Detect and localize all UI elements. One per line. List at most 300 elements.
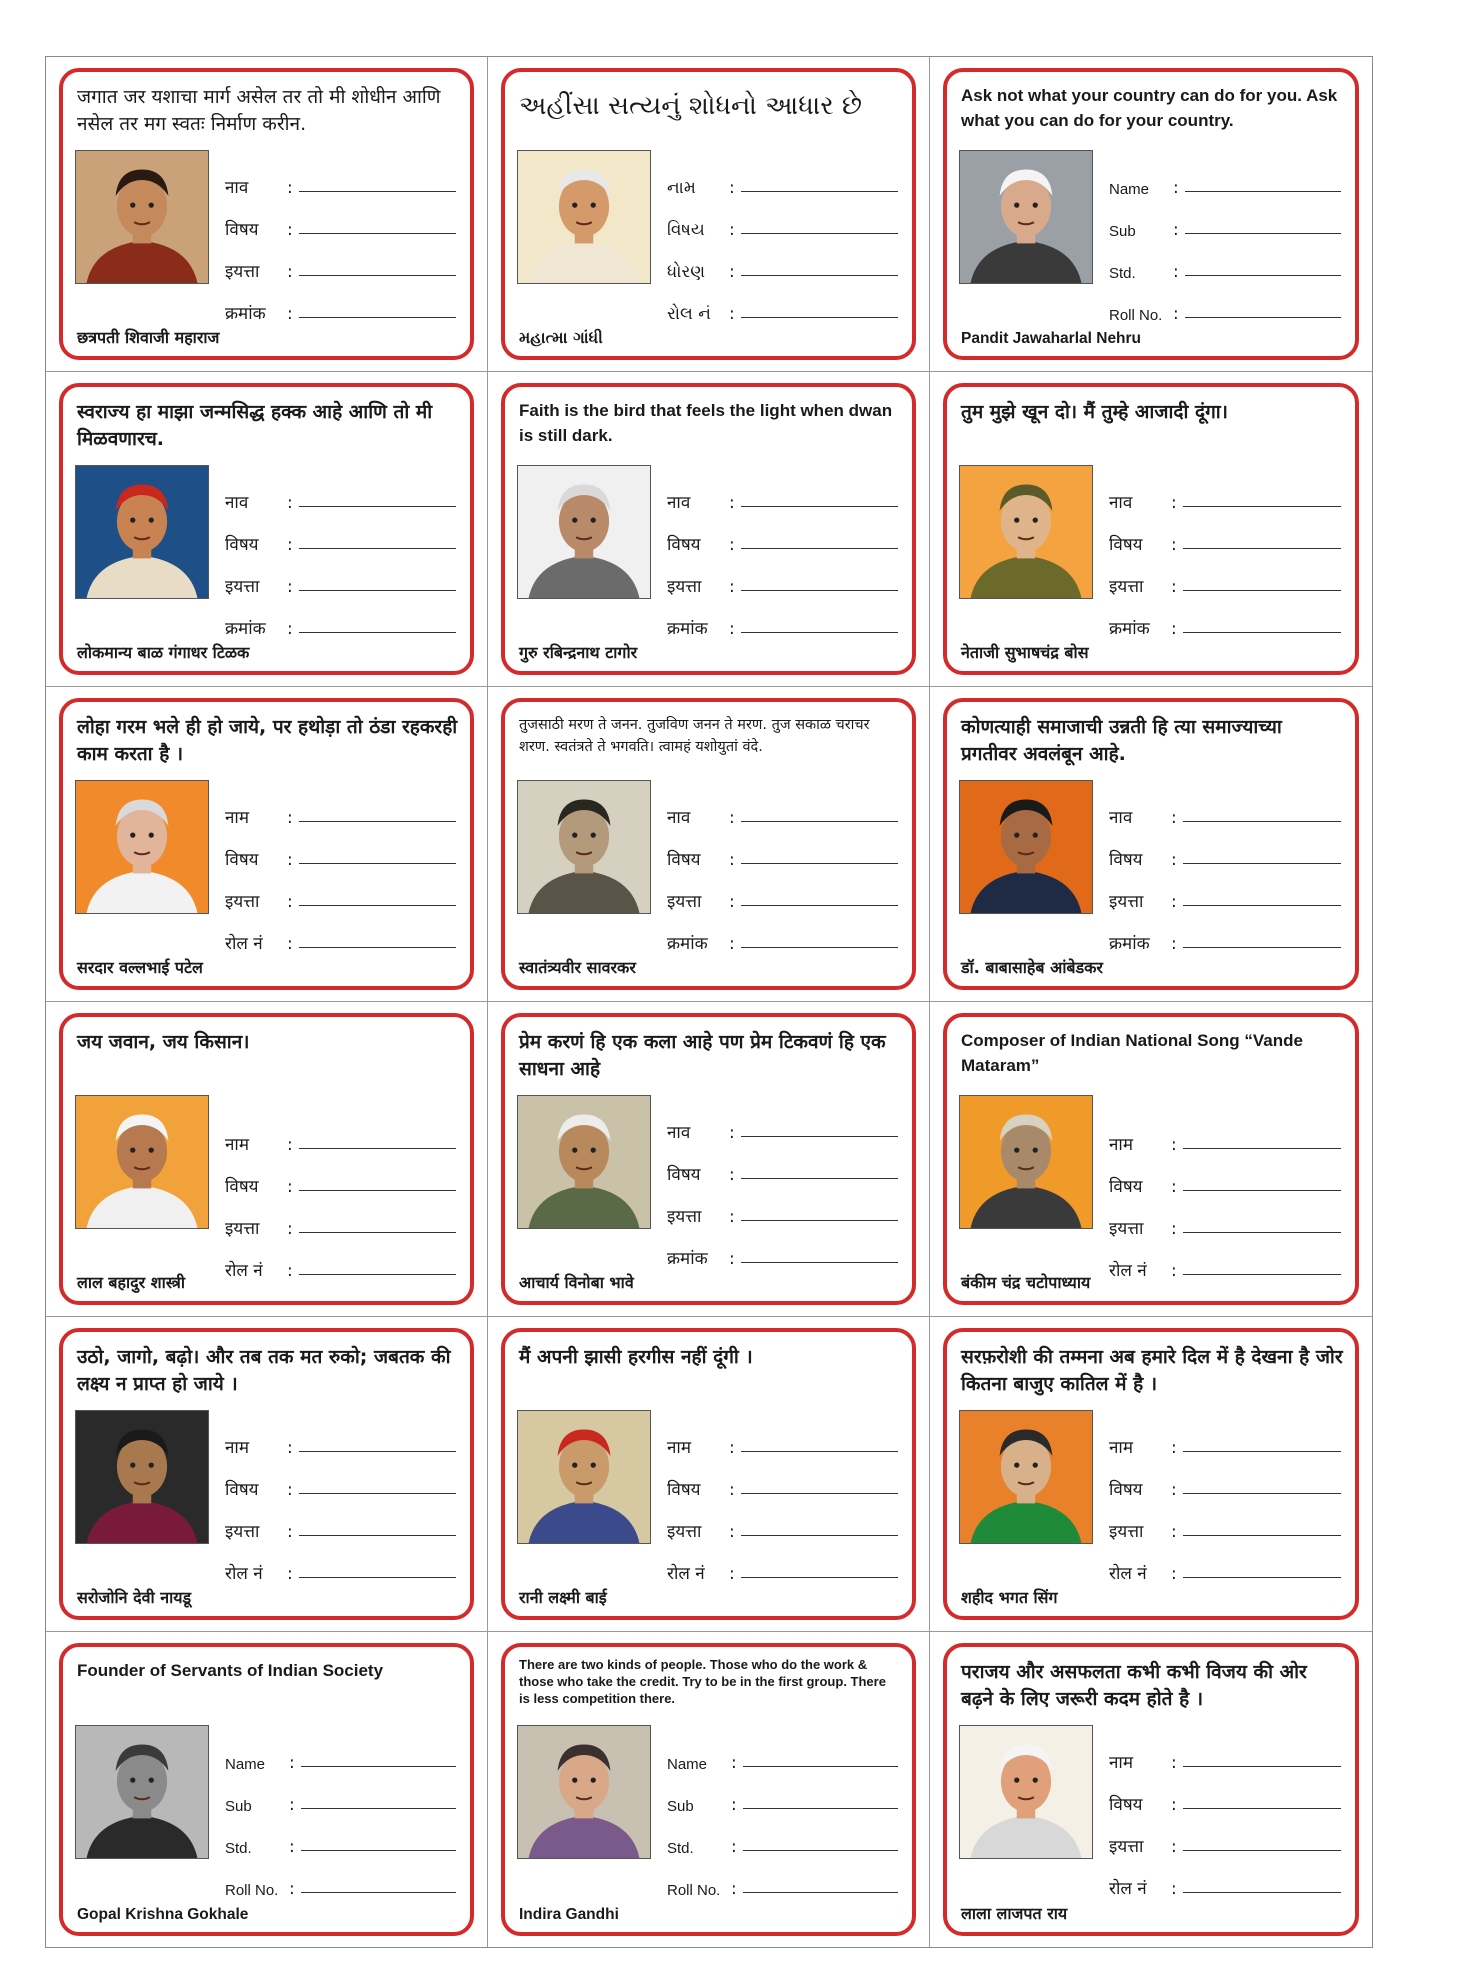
field-label: विषय <box>225 1480 259 1500</box>
field-label: નામ <box>667 178 696 198</box>
field-colon: : <box>287 934 293 954</box>
field-label: Roll No. <box>225 1882 279 1899</box>
field-colon: : <box>287 1135 293 1155</box>
field-write-line[interactable] <box>299 589 456 591</box>
form-field <box>667 240 898 282</box>
field-colon: : <box>729 1165 735 1185</box>
field-label: इयत्ता <box>1109 892 1144 912</box>
field-colon: : <box>287 535 293 555</box>
portrait-photo <box>959 1095 1093 1229</box>
card-fields <box>1109 156 1341 324</box>
field-colon: : <box>729 220 735 240</box>
field-write-line[interactable] <box>741 904 898 906</box>
field-colon: : <box>1171 850 1177 870</box>
form-field <box>225 555 456 597</box>
field-label: क्रमांक <box>1109 619 1150 639</box>
field-write-line[interactable] <box>299 946 456 948</box>
field-label: Name <box>667 1756 708 1773</box>
field-write-line[interactable] <box>299 1576 456 1578</box>
field-colon: : <box>1171 1261 1177 1281</box>
field-write-line[interactable] <box>1183 547 1341 549</box>
card-fields <box>1109 786 1341 954</box>
id-card <box>943 698 1359 990</box>
field-write-line[interactable] <box>741 946 898 948</box>
field-label: विषय <box>667 1480 701 1500</box>
form-field <box>225 786 456 828</box>
field-colon: : <box>1171 934 1177 954</box>
field-write-line[interactable] <box>1183 1534 1341 1536</box>
field-colon: : <box>1171 1837 1177 1857</box>
portrait-photo <box>75 465 209 599</box>
portrait-photo <box>517 1725 651 1859</box>
field-write-line[interactable] <box>1183 1147 1341 1149</box>
card-cell-14 <box>488 1317 930 1632</box>
field-label: रोल नं <box>225 1564 263 1584</box>
id-card <box>943 68 1359 360</box>
form-field <box>225 1857 456 1899</box>
field-write-line[interactable] <box>1185 274 1341 276</box>
field-write-line[interactable] <box>299 820 456 822</box>
form-field <box>1109 282 1341 324</box>
card-quote: Composer of Indian National Song “Vande Mataram” <box>961 1031 1303 1075</box>
field-colon: : <box>729 1438 735 1458</box>
card-cell-3 <box>930 57 1372 372</box>
card-cell-6 <box>930 372 1372 687</box>
id-card <box>501 1328 916 1620</box>
form-field <box>225 1500 456 1542</box>
card-quote: लोहा गरम भले ही हो जाये, पर हथोड़ा तो ठंडा रहकरही काम करता है । <box>77 716 458 765</box>
field-write-line[interactable] <box>1183 1231 1341 1233</box>
field-colon: : <box>729 808 735 828</box>
field-label: Std. <box>1109 265 1136 282</box>
field-write-line[interactable] <box>741 190 898 192</box>
form-field <box>225 870 456 912</box>
portrait-photo <box>517 150 651 284</box>
field-label: इयत्ता <box>1109 1219 1144 1239</box>
field-label: विषय <box>225 535 259 555</box>
field-write-line[interactable] <box>741 1534 898 1536</box>
field-write-line[interactable] <box>743 1891 898 1893</box>
form-field <box>667 1101 898 1143</box>
form-field <box>1109 471 1341 513</box>
field-write-line[interactable] <box>1183 1849 1341 1851</box>
field-write-line[interactable] <box>743 1849 898 1851</box>
form-field <box>225 1773 456 1815</box>
field-colon: : <box>1173 304 1179 324</box>
form-field <box>1109 828 1341 870</box>
field-colon: : <box>287 1261 293 1281</box>
form-field <box>225 471 456 513</box>
field-label: क्रमांक <box>667 1249 708 1269</box>
card-quote: मैं अपनी झासी हरगीस नहीं दूंगी । <box>519 1346 753 1368</box>
card-cell-2 <box>488 57 930 372</box>
field-write-line[interactable] <box>299 274 456 276</box>
leader-name: सरदार वल्लभाई पटेल <box>77 958 203 977</box>
field-write-line[interactable] <box>1183 820 1341 822</box>
leader-name: Indira Gandhi <box>519 1906 619 1923</box>
field-write-line[interactable] <box>299 631 456 633</box>
card-cell-4 <box>46 372 488 687</box>
field-label: इयत्ता <box>667 1207 702 1227</box>
field-write-line[interactable] <box>741 505 898 507</box>
field-colon: : <box>287 808 293 828</box>
id-card <box>59 698 474 990</box>
field-write-line[interactable] <box>741 862 898 864</box>
field-label: इयत्ता <box>225 577 260 597</box>
form-field <box>225 1197 456 1239</box>
form-field <box>1109 1239 1341 1281</box>
field-write-line[interactable] <box>301 1891 456 1893</box>
field-label: नाव <box>667 1123 691 1143</box>
field-write-line[interactable] <box>741 274 898 276</box>
field-label: इयत्ता <box>1109 1837 1144 1857</box>
id-card <box>501 1643 916 1936</box>
field-write-line[interactable] <box>741 1177 898 1179</box>
form-field <box>1109 1773 1341 1815</box>
field-write-line[interactable] <box>1183 1273 1341 1275</box>
id-card <box>501 68 916 360</box>
field-write-line[interactable] <box>1183 904 1341 906</box>
card-cell-12 <box>930 1002 1372 1317</box>
portrait-photo <box>75 150 209 284</box>
field-label: रोल नं <box>225 1261 263 1281</box>
field-write-line[interactable] <box>1183 1189 1341 1191</box>
field-label: नाम <box>667 1438 692 1458</box>
field-label: नाम <box>1109 1135 1134 1155</box>
leader-name: મહાત્મા ગાંધી <box>519 328 603 347</box>
card-cell-17 <box>488 1632 930 1947</box>
card-cell-8 <box>488 687 930 1002</box>
leader-name: बंकीम चंद्र चटोपाध्याय <box>961 1273 1091 1292</box>
form-field <box>1109 1731 1341 1773</box>
field-write-line[interactable] <box>299 547 456 549</box>
card-fields <box>667 786 898 954</box>
card-fields <box>225 1731 456 1899</box>
form-field <box>1109 1458 1341 1500</box>
field-colon: : <box>729 178 735 198</box>
field-write-line[interactable] <box>741 820 898 822</box>
field-label: विषय <box>1109 1480 1143 1500</box>
card-cell-16 <box>46 1632 488 1947</box>
field-write-line[interactable] <box>1183 1765 1341 1767</box>
field-label: रोल नं <box>1109 1261 1147 1281</box>
field-write-line[interactable] <box>1183 1450 1341 1452</box>
field-write-line[interactable] <box>741 631 898 633</box>
field-label: नाव <box>667 493 691 513</box>
id-card <box>501 383 916 675</box>
field-write-line[interactable] <box>1185 190 1341 192</box>
card-fields <box>1109 1731 1341 1899</box>
id-card <box>943 1013 1359 1305</box>
card-quote: Founder of Servants of Indian Society <box>77 1661 384 1680</box>
form-field <box>667 1773 898 1815</box>
field-label: विषय <box>667 535 701 555</box>
field-write-line[interactable] <box>1185 232 1341 234</box>
form-field <box>1109 1197 1341 1239</box>
form-field <box>667 1815 898 1857</box>
form-field <box>1109 1542 1341 1584</box>
field-colon: : <box>729 1207 735 1227</box>
field-write-line[interactable] <box>299 1189 456 1191</box>
leader-name: स्वातंत्र्यवीर सावरकर <box>519 958 636 977</box>
field-colon: : <box>729 262 735 282</box>
field-label: विषय <box>225 220 259 240</box>
field-colon: : <box>1171 1438 1177 1458</box>
card-fields <box>1109 1113 1341 1281</box>
leader-name: लोकमान्य बाळ गंगाधर टिळक <box>77 643 250 662</box>
field-label: વિષય <box>667 220 705 240</box>
portrait-photo <box>959 1410 1093 1544</box>
field-colon: : <box>287 850 293 870</box>
portrait-photo <box>959 780 1093 914</box>
field-label: Roll No. <box>1109 307 1163 324</box>
id-card <box>501 698 916 990</box>
field-label: विषय <box>1109 1795 1143 1815</box>
field-colon: : <box>1171 892 1177 912</box>
form-field <box>667 870 898 912</box>
field-label: नाम <box>225 808 250 828</box>
form-field <box>225 240 456 282</box>
field-write-line[interactable] <box>301 1849 456 1851</box>
card-cell-9 <box>930 687 1372 1002</box>
field-write-line[interactable] <box>743 1807 898 1809</box>
card-fields <box>225 786 456 954</box>
field-write-line[interactable] <box>299 862 456 864</box>
field-colon: : <box>287 1480 293 1500</box>
field-label: Sub <box>667 1798 694 1815</box>
field-write-line[interactable] <box>1183 631 1341 633</box>
card-quote: सरफ़रोशी की तम्मना अब हमारे दिल में है देखना है जोर कितना बाजुए कातिल में है । <box>961 1346 1343 1395</box>
portrait-photo <box>75 780 209 914</box>
field-label: क्रमांक <box>225 304 266 324</box>
form-field <box>1109 1416 1341 1458</box>
card-quote: जगात जर यशाचा मार्ग असेल तर तो मी शोधीन आणि नसेल तर मग स्वतः निर्माण करीन. <box>77 86 441 135</box>
field-write-line[interactable] <box>1183 1576 1341 1578</box>
field-colon: : <box>287 493 293 513</box>
id-card <box>943 383 1359 675</box>
field-write-line[interactable] <box>299 904 456 906</box>
field-label: Std. <box>667 1840 694 1857</box>
id-card <box>59 1328 474 1620</box>
field-colon: : <box>1171 1753 1177 1773</box>
leader-name: रानी लक्ष्मी बाई <box>519 1588 607 1607</box>
field-write-line[interactable] <box>743 1765 898 1767</box>
card-quote: पराजय और असफलता कभी कभी विजय की ओर बढ़ने के लिए जरूरी कदम होते है । <box>961 1661 1307 1710</box>
field-colon: : <box>289 1837 295 1857</box>
card-quote: उठो, जागो, बढ़ो। और तब तक मत रुको; जबतक की लक्ष्य न प्राप्त हो जाये । <box>77 1346 451 1395</box>
field-write-line[interactable] <box>741 589 898 591</box>
field-label: नाव <box>225 178 249 198</box>
field-label: नाम <box>1109 1438 1134 1458</box>
field-write-line[interactable] <box>1183 589 1341 591</box>
field-colon: : <box>1173 220 1179 240</box>
field-write-line[interactable] <box>741 547 898 549</box>
field-write-line[interactable] <box>301 1765 456 1767</box>
form-field <box>225 156 456 198</box>
field-label: Sub <box>1109 223 1136 240</box>
field-label: क्रमांक <box>1109 934 1150 954</box>
field-label: રોલ નં <box>667 304 711 324</box>
field-write-line[interactable] <box>1183 505 1341 507</box>
card-quote: There are two kinds of people. Those who do the work & those who take the credit. Try to be in the first group. There is less competition there. <box>519 1657 886 1706</box>
card-cell-11 <box>488 1002 930 1317</box>
form-field <box>1109 198 1341 240</box>
field-colon: : <box>1171 1480 1177 1500</box>
portrait-photo <box>517 1410 651 1544</box>
form-field <box>667 1731 898 1773</box>
field-write-line[interactable] <box>299 190 456 192</box>
field-label: इयत्ता <box>225 892 260 912</box>
form-field <box>667 912 898 954</box>
card-fields <box>225 1416 456 1584</box>
leader-name: Pandit Jawaharlal Nehru <box>961 330 1142 347</box>
field-colon: : <box>287 178 293 198</box>
field-write-line[interactable] <box>299 1450 456 1452</box>
field-label: इयत्ता <box>667 1522 702 1542</box>
field-write-line[interactable] <box>741 1576 898 1578</box>
form-field <box>225 1542 456 1584</box>
field-colon: : <box>1171 1219 1177 1239</box>
field-label: विषय <box>225 1177 259 1197</box>
field-write-line[interactable] <box>299 316 456 318</box>
form-field <box>667 1416 898 1458</box>
form-field <box>225 1416 456 1458</box>
field-label: रोल नं <box>1109 1564 1147 1584</box>
field-colon: : <box>731 1837 737 1857</box>
field-label: क्रमांक <box>225 619 266 639</box>
leader-name: Gopal Krishna Gokhale <box>77 1906 249 1923</box>
form-field <box>225 1458 456 1500</box>
field-colon: : <box>287 220 293 240</box>
field-colon: : <box>729 1522 735 1542</box>
form-field <box>1109 1815 1341 1857</box>
card-quote: અહીંસા સત્યનું શોધનો આધાર છે <box>519 91 863 121</box>
card-quote: Ask not what your country can do for you. Ask what you can do for your country. <box>961 86 1338 130</box>
field-colon: : <box>287 1522 293 1542</box>
field-colon: : <box>289 1753 295 1773</box>
leader-name: सरोजोनि देवी नायडू <box>77 1588 192 1607</box>
field-colon: : <box>729 493 735 513</box>
id-card-sheet <box>45 56 1373 1948</box>
form-field <box>667 1458 898 1500</box>
form-field <box>667 513 898 555</box>
field-colon: : <box>731 1753 737 1773</box>
card-quote: स्वराज्य हा माझा जन्मसिद्ध हक्क आहे आणि तो मी मिळवणारच. <box>77 401 433 450</box>
form-field <box>225 597 456 639</box>
field-write-line[interactable] <box>299 1492 456 1494</box>
field-colon: : <box>287 1177 293 1197</box>
card-cell-5 <box>488 372 930 687</box>
portrait-photo <box>517 1095 651 1229</box>
field-label: इयत्ता <box>1109 577 1144 597</box>
field-colon: : <box>287 304 293 324</box>
field-write-line[interactable] <box>741 316 898 318</box>
field-write-line[interactable] <box>299 1534 456 1536</box>
form-field <box>225 1815 456 1857</box>
form-field <box>667 1227 898 1269</box>
field-write-line[interactable] <box>1183 946 1341 948</box>
field-label: इयत्ता <box>667 892 702 912</box>
field-label: नाम <box>1109 1753 1134 1773</box>
field-colon: : <box>1171 535 1177 555</box>
form-field <box>225 912 456 954</box>
form-field <box>667 1185 898 1227</box>
form-field <box>225 513 456 555</box>
field-write-line[interactable] <box>299 1147 456 1149</box>
field-label: इयत्ता <box>225 1522 260 1542</box>
field-label: इयत्ता <box>667 577 702 597</box>
form-field <box>667 471 898 513</box>
form-field <box>225 1239 456 1281</box>
field-label: Name <box>225 1756 266 1773</box>
form-field <box>1109 597 1341 639</box>
form-field <box>1109 912 1341 954</box>
field-colon: : <box>289 1879 295 1899</box>
field-label: Roll No. <box>667 1882 721 1899</box>
field-colon: : <box>729 934 735 954</box>
field-write-line[interactable] <box>741 1135 898 1137</box>
field-label: विषय <box>667 850 701 870</box>
field-colon: : <box>1171 577 1177 597</box>
field-write-line[interactable] <box>741 1219 898 1221</box>
form-field <box>225 282 456 324</box>
leader-name: लाल बहादुर शास्त्री <box>77 1273 186 1292</box>
field-colon: : <box>289 1795 295 1815</box>
field-write-line[interactable] <box>299 505 456 507</box>
field-write-line[interactable] <box>299 1273 456 1275</box>
field-write-line[interactable] <box>1183 1807 1341 1809</box>
field-write-line[interactable] <box>741 1492 898 1494</box>
field-write-line[interactable] <box>1183 1891 1341 1893</box>
field-label: रोल नं <box>225 934 263 954</box>
portrait-photo <box>75 1095 209 1229</box>
portrait-photo <box>75 1410 209 1544</box>
form-field <box>225 1113 456 1155</box>
field-write-line[interactable] <box>1185 316 1341 318</box>
field-colon: : <box>1171 1879 1177 1899</box>
field-label: नाव <box>1109 493 1133 513</box>
form-field <box>667 156 898 198</box>
portrait-photo <box>959 150 1093 284</box>
field-colon: : <box>729 1564 735 1584</box>
id-card <box>943 1328 1359 1620</box>
leader-name: लाला लाजपत राय <box>961 1904 1068 1923</box>
field-colon: : <box>287 892 293 912</box>
form-field <box>225 1155 456 1197</box>
field-label: रोल नं <box>1109 1879 1147 1899</box>
field-write-line[interactable] <box>301 1807 456 1809</box>
field-write-line[interactable] <box>1183 1492 1341 1494</box>
field-label: Name <box>1109 181 1150 198</box>
leader-name: शहीद भगत सिंग <box>961 1588 1058 1607</box>
field-write-line[interactable] <box>741 232 898 234</box>
form-field <box>1109 240 1341 282</box>
field-colon: : <box>729 577 735 597</box>
field-label: विषय <box>1109 535 1143 555</box>
id-card <box>59 383 474 675</box>
field-write-line[interactable] <box>741 1261 898 1263</box>
field-write-line[interactable] <box>741 1450 898 1452</box>
form-field <box>1109 1857 1341 1899</box>
field-write-line[interactable] <box>299 1231 456 1233</box>
field-colon: : <box>1171 493 1177 513</box>
field-write-line[interactable] <box>299 232 456 234</box>
field-colon: : <box>729 892 735 912</box>
form-field <box>667 1143 898 1185</box>
leader-name: नेताजी सुभाषचंद्र बोस <box>961 643 1089 662</box>
form-field <box>667 198 898 240</box>
field-write-line[interactable] <box>1183 862 1341 864</box>
